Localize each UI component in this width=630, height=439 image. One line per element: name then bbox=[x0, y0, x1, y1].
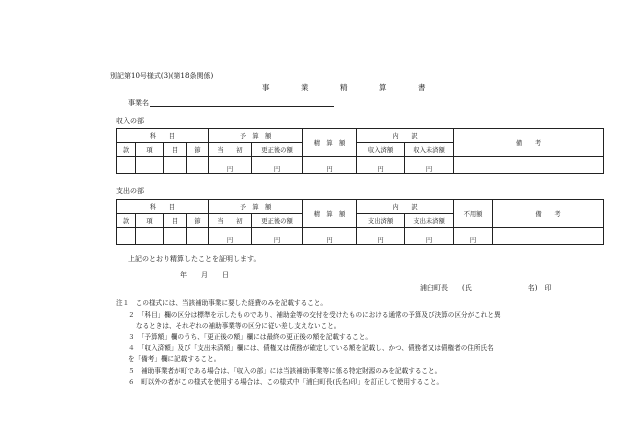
income-col-remarks: 備 考 bbox=[454, 129, 604, 157]
income-sub-moku: 目 bbox=[164, 143, 187, 157]
expense-cell-unpaid[interactable]: 円 bbox=[405, 228, 454, 245]
income-cell-settlement[interactable]: 円 bbox=[303, 157, 357, 174]
note-5: ５ 補助事業者が町である場合は、「収入の部」には当該補助事業等に係る特定財源のみを記載すること。 bbox=[128, 367, 442, 375]
note-6: ６ 町以外の者がこの様式を使用する場合は、この様式中「浦臼町長(氏名)印」を訂正して使用すること。 bbox=[128, 378, 444, 386]
expense-cell-unused[interactable]: 円 bbox=[454, 228, 493, 245]
income-cell-kou[interactable] bbox=[136, 157, 164, 174]
income-sub-revised: 更正後の額 bbox=[252, 143, 303, 157]
project-name-line bbox=[150, 106, 334, 107]
income-cell-setsu[interactable] bbox=[187, 157, 209, 174]
expense-sub-revised: 更正後の額 bbox=[252, 214, 303, 228]
expense-cell-moku[interactable] bbox=[164, 228, 187, 245]
expense-sub-kou: 項 bbox=[136, 214, 164, 228]
expense-cell-paid[interactable]: 円 bbox=[357, 228, 405, 245]
expense-sub-setsu: 節 bbox=[187, 214, 209, 228]
income-col-settlement: 精 算 額 bbox=[303, 129, 357, 157]
expense-cell-settlement[interactable]: 円 bbox=[303, 228, 357, 245]
income-cell-unreceived[interactable]: 円 bbox=[405, 157, 454, 174]
income-col-subject: 科 目 bbox=[117, 129, 209, 143]
note-4: ４ 「収入済額」及び「支出未済額」欄には、債権又は債務が確定している額を記載し、かつ、債務者又は債権者の住所氏名 bbox=[128, 344, 494, 352]
expense-sub-kan: 款 bbox=[117, 214, 136, 228]
income-sub-kou: 項 bbox=[136, 143, 164, 157]
income-table bbox=[116, 128, 604, 174]
income-col-budget: 予 算 額 bbox=[209, 129, 303, 143]
expense-col-subject: 科 目 bbox=[117, 200, 209, 214]
expense-cell-kou[interactable] bbox=[136, 228, 164, 245]
income-sub-setsu: 節 bbox=[187, 143, 209, 157]
certification-signer: 浦臼町長 (氏 名) 印 bbox=[420, 284, 552, 292]
income-cell-kan[interactable] bbox=[117, 157, 136, 174]
expense-cell-initial[interactable]: 円 bbox=[209, 228, 252, 245]
note-2: ２ 「科目」欄の区分は標準を示したものであり、補助金等の交付を受けたものにおける通常の予算及び決算の区分がこれと異 bbox=[128, 311, 501, 319]
note-4-continued: を「備考」欄に記載すること。 bbox=[128, 355, 221, 363]
income-cell-moku[interactable] bbox=[164, 157, 187, 174]
income-sub-unreceived: 収入未済額 bbox=[405, 143, 454, 157]
income-sub-initial: 当 初 bbox=[209, 143, 252, 157]
income-sub-kan: 款 bbox=[117, 143, 136, 157]
expense-col-unused: 不用額 bbox=[454, 200, 493, 228]
expense-col-remarks: 備 考 bbox=[493, 200, 604, 228]
note-3: ３ 「予算額」欄のうち、「更正後の額」欄には最終の更正後の額を記載すること。 bbox=[128, 333, 372, 341]
expense-table bbox=[116, 199, 604, 245]
project-name-label: 事業名 bbox=[128, 99, 149, 107]
income-sub-received: 収入済額 bbox=[357, 143, 405, 157]
expense-sub-paid: 支出済額 bbox=[357, 214, 405, 228]
expense-col-breakdown: 内 訳 bbox=[357, 200, 454, 214]
income-col-breakdown: 内 訳 bbox=[357, 129, 454, 143]
income-cell-initial[interactable]: 円 bbox=[209, 157, 252, 174]
expense-col-settlement: 精 算 額 bbox=[303, 200, 357, 228]
note-2-continued: なるときは、それぞれの補助事業等の区分に従い差し支えないこと。 bbox=[136, 322, 341, 330]
expense-cell-setsu[interactable] bbox=[187, 228, 209, 245]
form-id: 別記第10号様式(3)(第18条関係) bbox=[110, 72, 214, 80]
note-1: 注１ この様式には、当該補助事業に要した経費のみを記載すること。 bbox=[116, 299, 327, 307]
expense-cell-kan[interactable] bbox=[117, 228, 136, 245]
page-title: 事 業 精 算 書 bbox=[262, 83, 438, 92]
expense-cell-remarks[interactable] bbox=[493, 228, 604, 245]
expense-sub-moku: 目 bbox=[164, 214, 187, 228]
expense-cell-revised[interactable]: 円 bbox=[252, 228, 303, 245]
expense-sub-unpaid: 支出未済額 bbox=[405, 214, 454, 228]
expense-col-budget: 予 算 額 bbox=[209, 200, 303, 214]
income-section-label: 収入の部 bbox=[116, 117, 144, 125]
certification-statement: 上記のとおり精算したことを証明します。 bbox=[128, 255, 261, 263]
income-cell-received[interactable]: 円 bbox=[357, 157, 405, 174]
income-cell-remarks[interactable] bbox=[454, 157, 604, 174]
certification-date: 年 月 日 bbox=[180, 271, 229, 279]
expense-sub-initial: 当 初 bbox=[209, 214, 252, 228]
expense-section-label: 支出の部 bbox=[116, 187, 144, 195]
income-cell-revised[interactable]: 円 bbox=[252, 157, 303, 174]
